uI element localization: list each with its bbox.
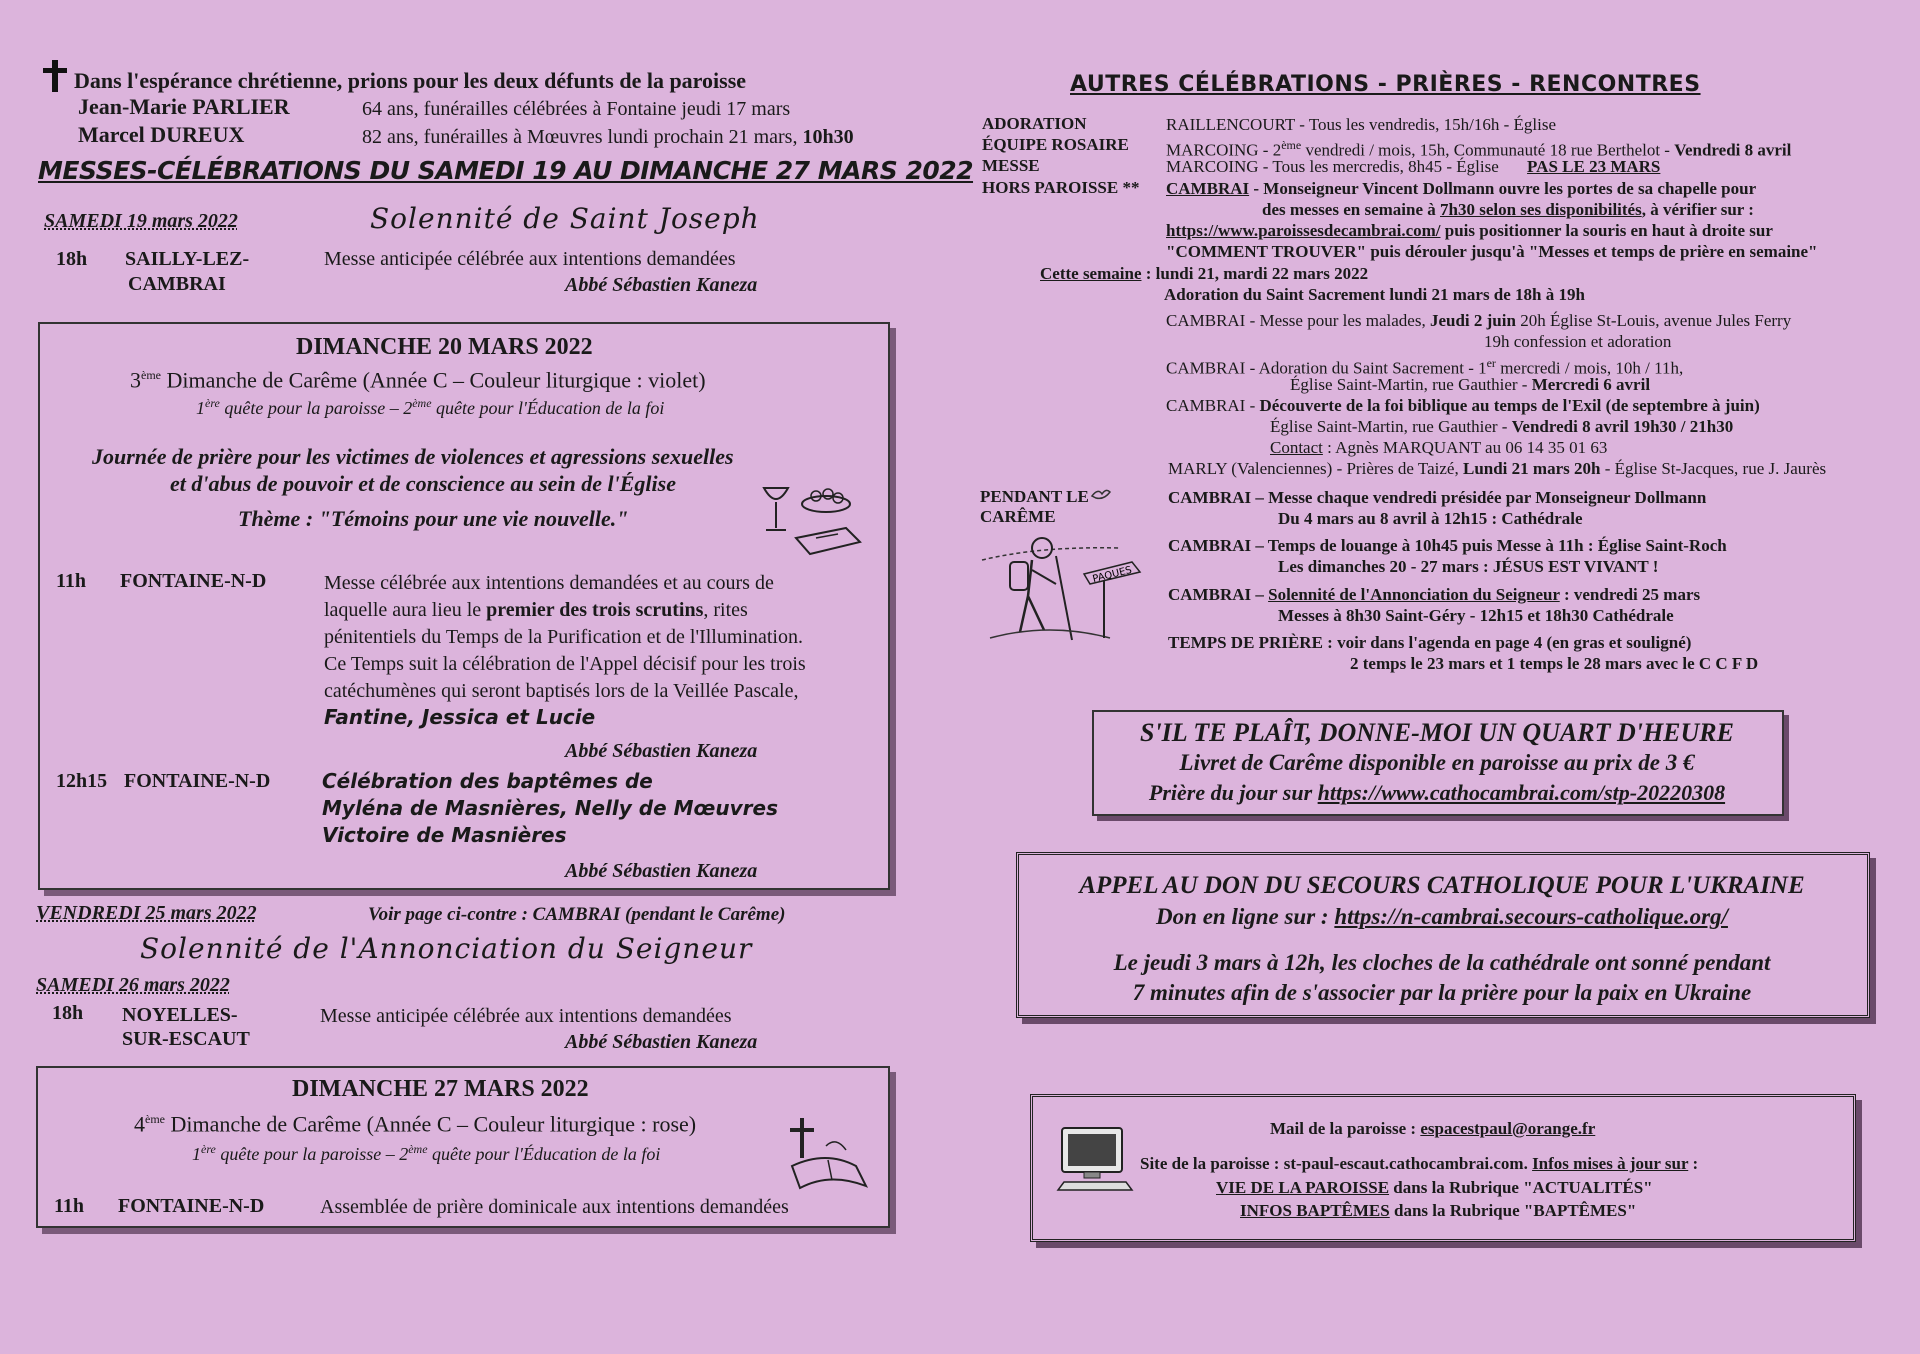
sun27-sub-text: Dimanche de Carême (Année C – Couleur liturgique : rose) bbox=[165, 1111, 697, 1137]
sun27-quete-1sup: ère bbox=[201, 1142, 216, 1156]
sat19-place-1: SAILLY-LEZ- bbox=[125, 248, 250, 270]
ukraine-l4: 7 minutes afin de s'associer par la prière pour la paix en Ukraine bbox=[1132, 980, 1752, 1005]
rosaire-sup: ème bbox=[1281, 138, 1302, 152]
quart-l2: Livret de Carême disponible en paroisse au prix de 3 € bbox=[1179, 750, 1695, 775]
sun20-desc-1b-a: laquelle aura lieu le bbox=[324, 599, 487, 621]
bapt-link[interactable]: INFOS BAPTÊMES bbox=[1240, 1201, 1390, 1220]
sun20-quete-b: quête pour l'Éducation de la foi bbox=[431, 398, 665, 418]
marly-b: Lundi 21 mars 20h bbox=[1462, 459, 1601, 478]
careme-3-feast: Solennité de l'Annonciation du Seigneur bbox=[1268, 585, 1560, 604]
fri25-note: Voir page ci-contre : CAMBRAI (pendant le Carême) bbox=[368, 904, 786, 925]
careme-label-1: PENDANT LE bbox=[980, 487, 1089, 506]
sun20-priest-1: Abbé Sébastien Kaneza bbox=[565, 740, 758, 762]
sun27-quete-2sup: ème bbox=[408, 1142, 428, 1156]
ador3-a: CAMBRAI - Adoration du Saint Sacrement - 1 bbox=[1166, 358, 1487, 378]
foi-line-2 bbox=[1270, 416, 1733, 437]
careme-label-2: CARÊME bbox=[980, 507, 1056, 526]
sun27-quete-1: 1 bbox=[192, 1144, 201, 1164]
temps-priere-b: 2 temps le 23 mars et 1 temps le 28 mars avec le C C F D bbox=[1350, 654, 1759, 673]
temps-priere-a: TEMPS DE PRIÈRE : voir dans l'agenda en page 4 (en gras et souligné) bbox=[1168, 633, 1692, 652]
sun20-sub-sup: ème bbox=[141, 368, 161, 382]
semaine-line bbox=[1040, 263, 1368, 284]
foi-a: CAMBRAI - bbox=[1166, 396, 1260, 415]
malades-a: CAMBRAI - Messe pour les malades, bbox=[1166, 311, 1430, 330]
chalice-bible-icon bbox=[756, 480, 866, 560]
sign-text: PAQUES bbox=[1091, 564, 1133, 586]
right-title: AUTRES CÉLÉBRATIONS - PRIÈRES - RENCONTRES bbox=[1070, 72, 1701, 97]
sat19-place-2: CAMBRAI bbox=[128, 273, 226, 295]
careme-3-b: : vendredi 25 mars bbox=[1559, 585, 1701, 604]
sat26-place-2: SUR-ESCAUT bbox=[122, 1028, 250, 1050]
sat19-desc: Messe anticipée célébrée aux intentions demandées bbox=[324, 248, 736, 270]
main-title: MESSES-CÉLÉBRATIONS DU SAMEDI 19 AU DIMANCHE 27 MARS 2022 bbox=[38, 156, 974, 185]
contact-text: : Agnès MARQUANT au 06 14 35 01 63 bbox=[1322, 438, 1608, 457]
site-end: : bbox=[1688, 1154, 1699, 1173]
hors-a: - Monseigneur Vincent Dollmann ouvre les portes de sa chapelle pour bbox=[1249, 179, 1757, 198]
sun20-time-1: 11h bbox=[56, 570, 87, 592]
careme-1b: Du 4 mars au 8 avril à 12h15 : Cathédrale bbox=[1278, 509, 1583, 528]
sat26-date: SAMEDI 26 mars 2022 bbox=[36, 974, 230, 996]
malades-b: Jeudi 2 juin bbox=[1429, 311, 1516, 330]
careme-3c: Messes à 8h30 Saint-Géry - 12h15 et 18h30 Cathédrale bbox=[1278, 606, 1674, 625]
adoration-text: RAILLENCOURT - Tous les vendredis, 15h/16h - Église bbox=[1166, 115, 1557, 134]
sun27-desc: Assemblée de prière dominicale aux intentions demandées bbox=[320, 1196, 789, 1218]
marly-line bbox=[1168, 458, 1826, 479]
sun20-desc-1a: Messe célébrée aux intentions demandées et au cours de bbox=[324, 572, 774, 594]
foi-d: Vendredi 8 avril 19h30 / 21h30 bbox=[1511, 417, 1734, 436]
sun20-sub-num: 3 bbox=[130, 367, 141, 393]
cross-icon bbox=[40, 58, 70, 94]
hors-label: HORS PAROISSE ** bbox=[982, 178, 1140, 197]
foi-line-1 bbox=[1166, 395, 1760, 416]
sun20-desc-1b-bold: premier des trois scrutins bbox=[486, 599, 704, 621]
sun20-desc-1f: Fantine, Jessica et Lucie bbox=[324, 705, 596, 729]
hors-url-link[interactable]: https://www.paroissesdecambrai.com/ bbox=[1166, 221, 1441, 240]
sun20-journee-1: Journée de prière pour les victimes de violences et agressions sexuelles bbox=[92, 444, 734, 469]
quart-l1: S'IL TE PLAÎT, DONNE-MOI UN QUART D'HEURE bbox=[1140, 718, 1734, 747]
foi-c: Église Saint-Martin, rue Gauthier - bbox=[1270, 417, 1512, 436]
careme-1a: CAMBRAI – Messe chaque vendredi présidée par Monseigneur Dollmann bbox=[1168, 488, 1707, 507]
careme-3a bbox=[1168, 584, 1700, 605]
sun20-desc-1b-end: , rites bbox=[703, 599, 748, 621]
sun20-journee-2: et d'abus de pouvoir et de conscience au sein de l'Église bbox=[170, 471, 676, 496]
hors-b3: , à vérifier sur : bbox=[1641, 200, 1754, 219]
sat26-place-1: NOYELLES- bbox=[122, 1004, 238, 1026]
vie-line bbox=[1216, 1177, 1653, 1198]
semaine-text: : lundi 21, mardi 22 mars 2022 bbox=[1141, 264, 1369, 283]
ukraine-url-link[interactable]: https://n-cambrai.secours-catholique.org/ bbox=[1334, 904, 1728, 929]
hors-b1: des messes en semaine à bbox=[1262, 200, 1441, 219]
marly-a: MARLY (Valenciennes) - Prières de Taizé, bbox=[1168, 459, 1463, 478]
sun27-quete-a: quête pour la paroisse – 2 bbox=[215, 1144, 409, 1164]
sun20-quete bbox=[196, 390, 664, 421]
adoration-2: Adoration du Saint Sacrement lundi 21 mars de 18h à 19h bbox=[1164, 285, 1585, 304]
hors-c: puis positionner la souris en haut à droite sur bbox=[1440, 221, 1773, 240]
quart-url-link[interactable]: https://www.cathocambrai.com/stp-20220308 bbox=[1317, 780, 1726, 805]
deceased-text-1: 64 ans, funérailles célébrées à Fontaine jeudi 17 mars bbox=[362, 98, 791, 120]
sun27-time: 11h bbox=[54, 1195, 85, 1217]
sat26-time: 18h bbox=[52, 1002, 84, 1024]
hors-line-2 bbox=[1262, 199, 1754, 220]
adoration-label: ADORATION bbox=[982, 114, 1087, 133]
sun20-priest-2: Abbé Sébastien Kaneza bbox=[565, 860, 758, 882]
ukraine-l2 bbox=[1024, 904, 1860, 930]
sun20-title: DIMANCHE 20 MARS 2022 bbox=[296, 334, 593, 360]
mail-label: Mail de la paroisse : bbox=[1270, 1119, 1421, 1138]
fri25-date: VENDREDI 25 mars 2022 bbox=[36, 902, 257, 924]
bapt-line bbox=[1240, 1200, 1636, 1221]
sun27-sub-sup: ème bbox=[145, 1112, 165, 1126]
vie-text: dans la Rubrique "ACTUALITÉS" bbox=[1389, 1178, 1653, 1197]
site-label: Site de la paroisse : st-paul-escaut.cathocambrai.com. bbox=[1140, 1154, 1533, 1173]
rosaire-label: ÉQUIPE ROSAIRE bbox=[982, 135, 1129, 154]
rosaire-b: vendredi / mois, 15h, Communauté 18 rue Berthelot - bbox=[1301, 140, 1675, 160]
sun27-place: FONTAINE-N-D bbox=[118, 1195, 265, 1217]
messe-note: PAS LE 23 MARS bbox=[1527, 157, 1661, 176]
rosaire-a: MARCOING - 2 bbox=[1166, 140, 1282, 160]
ukraine-l3: Le jeudi 3 mars à 12h, les cloches de la cathédrale ont sonné pendant bbox=[1113, 950, 1771, 975]
ador3-sup: er bbox=[1486, 356, 1496, 370]
sun20-desc-1d: Ce Temps suit la célébration de l'Appel décisif pour les trois bbox=[324, 653, 806, 675]
sun20-sub-text: Dimanche de Carême (Année C – Couleur liturgique : violet) bbox=[161, 367, 706, 393]
sun20-place-1: FONTAINE-N-D bbox=[120, 570, 267, 592]
quart-l3a: Prière du jour sur bbox=[1148, 780, 1318, 805]
rosaire-c: Vendredi 8 avril bbox=[1674, 140, 1792, 160]
bapt-text: dans la Rubrique "BAPTÊMES" bbox=[1389, 1201, 1637, 1220]
bible-cross-icon bbox=[786, 1116, 876, 1196]
sun20-subtitle bbox=[130, 362, 706, 393]
deceased-time-2: 10h30 bbox=[802, 126, 854, 148]
ador3-c: Église Saint-Martin, rue Gauthier - bbox=[1290, 375, 1532, 394]
sat26-desc: Messe anticipée célébrée aux intentions demandées bbox=[320, 1005, 732, 1027]
sun27-subtitle bbox=[134, 1106, 696, 1137]
deceased-text-2-body: 82 ans, funérailles à Mœuvres lundi prochain 21 mars, bbox=[362, 126, 803, 148]
malades-d: 19h confession et adoration bbox=[1484, 332, 1672, 351]
sat19-date: SAMEDI 19 mars 2022 bbox=[44, 210, 238, 232]
mail-line bbox=[1270, 1118, 1595, 1139]
careme-2a: CAMBRAI – Temps de louange à 10h45 puis Messe à 11h : Église Saint-Roch bbox=[1168, 536, 1727, 555]
hors-b2: 7h30 selon ses disponibilités bbox=[1440, 200, 1642, 219]
careme-3-prefix: CAMBRAI – bbox=[1168, 585, 1269, 604]
computer-icon bbox=[1056, 1124, 1136, 1194]
sat19-priest: Abbé Sébastien Kaneza bbox=[565, 274, 758, 296]
sun20-quete-2sup: ème bbox=[412, 396, 432, 410]
sun20-time-2: 12h15 bbox=[56, 770, 108, 792]
sun20-desc-1c: pénitentiels du Temps de la Purification et de l'Illumination. bbox=[324, 626, 803, 648]
deceased-intro: Dans l'espérance chrétienne, prions pour les deux défunts de la paroisse bbox=[74, 68, 747, 93]
malades-line bbox=[1166, 310, 1791, 331]
deceased-name-1: Jean-Marie PARLIER bbox=[78, 94, 290, 119]
sat19-feast: Solennité de Saint Joseph bbox=[370, 202, 760, 235]
hors-line-1 bbox=[1166, 178, 1756, 199]
quart-l3 bbox=[1110, 780, 1764, 806]
messe-text bbox=[1166, 156, 1660, 177]
hors-city: CAMBRAI bbox=[1166, 179, 1250, 198]
careme-2b: Les dimanches 20 - 27 mars : JÉSUS EST VIVANT ! bbox=[1278, 557, 1659, 576]
deceased-name-2: Marcel DUREUX bbox=[78, 122, 245, 147]
sat26-priest: Abbé Sébastien Kaneza bbox=[565, 1031, 758, 1053]
site-line bbox=[1140, 1153, 1698, 1174]
sun20-place-2: FONTAINE-N-D bbox=[124, 770, 271, 792]
sun27-quete bbox=[192, 1136, 660, 1167]
pilgrim-hiker-icon bbox=[980, 526, 1170, 650]
messe-body: MARCOING - Tous les mercredis, 8h45 - Église bbox=[1166, 157, 1499, 176]
malades-c: 20h Église St-Louis, avenue Jules Ferry bbox=[1515, 311, 1792, 330]
sun27-sub-num: 4 bbox=[134, 1111, 145, 1137]
vie-link[interactable]: VIE DE LA PAROISSE bbox=[1216, 1178, 1390, 1197]
deceased-text-2 bbox=[362, 124, 854, 150]
sun20-desc-1b bbox=[324, 597, 748, 623]
sun20-desc-2c: Victoire de Masnières bbox=[322, 823, 567, 847]
ukraine-l2a: Don en ligne sur : bbox=[1156, 904, 1335, 929]
sat19-time: 18h bbox=[56, 248, 88, 270]
sun27-quete-b: quête pour l'Éducation de la foi bbox=[427, 1144, 661, 1164]
ador3-d: Mercredi 6 avril bbox=[1531, 375, 1651, 394]
sun20-theme: Thème : "Témoins pour une vie nouvelle." bbox=[238, 506, 629, 531]
hors-line-3 bbox=[1166, 220, 1773, 241]
site-update-note: Infos mises à jour sur bbox=[1532, 1154, 1689, 1173]
sun20-desc-2b: Myléna de Masnières, Nelly de Mœuvres bbox=[322, 796, 779, 820]
mail-link[interactable]: espacestpaul@orange.fr bbox=[1420, 1119, 1596, 1138]
sun20-desc-1e: catéchumènes qui seront baptisés lors de la Veillée Pascale, bbox=[324, 680, 799, 702]
ukraine-l1: APPEL AU DON DU SECOURS CATHOLIQUE POUR L'UKRAINE bbox=[1079, 872, 1805, 899]
foi-b: Découverte de la foi biblique au temps de l'Exil (de septembre à juin) bbox=[1259, 396, 1760, 415]
sun20-quete-1: 1 bbox=[196, 398, 205, 418]
fri25-feast: Solennité de l'Annonciation du Seigneur bbox=[140, 932, 753, 965]
messe-label: MESSE bbox=[982, 156, 1040, 175]
sun20-quete-1sup: ère bbox=[205, 396, 220, 410]
marly-c: - Église St-Jacques, rue J. Jaurès bbox=[1600, 459, 1827, 478]
sun20-desc-2a: Célébration des baptêmes de bbox=[322, 769, 653, 793]
hors-line-4: "COMMENT TROUVER" puis dérouler jusqu'à "Messes et temps de prière en semaine" bbox=[1166, 242, 1818, 261]
contact-line bbox=[1270, 437, 1607, 458]
sun27-title: DIMANCHE 27 MARS 2022 bbox=[292, 1076, 589, 1102]
contact-label: Contact bbox=[1270, 438, 1323, 457]
sun20-quete-a: quête pour la paroisse – 2 bbox=[219, 398, 413, 418]
dove-icon bbox=[1090, 486, 1112, 502]
semaine-label: Cette semaine bbox=[1040, 264, 1142, 283]
ador3-line-2 bbox=[1290, 374, 1650, 395]
ador3-b: mercredi / mois, 10h / 11h, bbox=[1495, 358, 1684, 378]
